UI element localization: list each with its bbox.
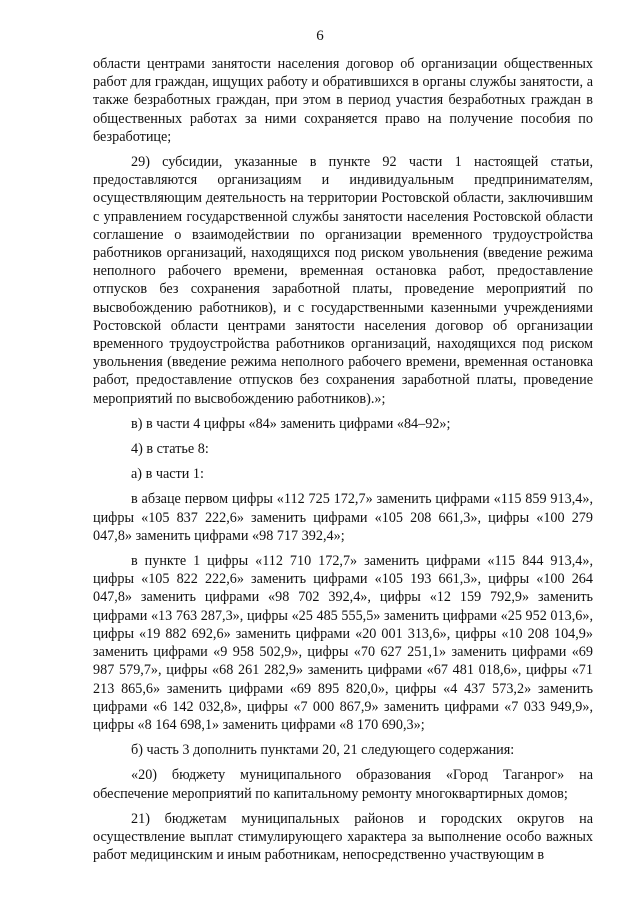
paragraph-first-indent: в абзаце первом цифры «112 725 172,7» заменить цифрами «115 859 913,4», цифры «105 837 222,6» заменить цифрами «105 208 661,3», цифры «100 279 047,8» заменить цифрами «98 717 392,4»; <box>93 491 593 544</box>
paragraph-article-8: 4) в статье 8: <box>131 441 209 458</box>
paragraph-item-20: «20) бюджету муниципального образования «Город Таганрог» на обеспечение мероприятий по капитальному ремонту многоквартирных домов; <box>93 767 593 802</box>
paragraph-item-1: в пункте 1 цифры «112 710 172,7» заменить цифрами «115 844 913,4», цифры «105 822 222,6» заменить цифрами «105 193 661,3», цифры «100 264 047,8» заменить цифрами «98 702 392,4», цифры «12 159 792,9» заменить цифрами «13 763 287,3», цифры «25 485 555,5» заменить цифрами «25 952 013,6», цифры «19 882 692,6» заменить цифрами «20 001 313,6», цифры «10 208 104,9» заменить цифрами «9 958 502,9», цифры «70 627 251,1» заменить цифрами «69 987 579,7», цифры «68 261 282,9» заменить цифрами «67 481 018,6», цифры «71 213 865,6» заменить цифрами «69 895 820,0», цифры «4 437 573,2» заменить цифрами «6 142 032,8», цифры «7 000 867,9» заменить цифрами «7 033 949,9», цифры «8 164 698,1» заменить цифрами «8 170 690,3»; <box>93 553 593 733</box>
document-body <box>93 55 593 871</box>
paragraph-part-1: а) в части 1: <box>131 466 204 483</box>
paragraph-continuation: области центрами занятости населения договор об организации общественных работ для граждан, ищущих работу и обратившихся в органы службы занятости, а также безработных граждан, при этом в период участия безработных граждан в общественных работах за ними сохраняется право на получение пособия по безработице; <box>93 56 593 145</box>
paragraph-item-29: 29) субсидии, указанные в пункте 92 части 1 настоящей статьи, предоставляются организациям и индивидуальным предпринимателям, осуществляющим деятельность на территории Ростовской области, заключившим с управлением государственной службы занятости населения Ростовской области соглашение о взаимодействии по организации временного трудоустройства работников организаций, находящихся под риском увольнения (введение режима неполного рабочего времени, временная остановка работ, предоставление отпусков без сохранения заработной платы, проведение мероприятий по высвобождению работников), и с государственными казенными учреждениями Ростовской области центрами занятости населения договор об организации временного трудоустройства работников организаций, находящихся под риском увольнения (введение режима неполного рабочего времени, временная остановка работ, предоставление отпусков без сохранения заработной платы, проведение мероприятий по высвобождению работников).»; <box>93 154 593 407</box>
paragraph-part-3: б) часть 3 дополнить пунктами 20, 21 следующего содержания: <box>131 742 515 759</box>
page-number: 6 <box>316 28 324 44</box>
paragraph-item-21: 21) бюджетам муниципальных районов и городских округов на осуществление выплат стимулирующего характера за выполнение особо важных работ медицинским и иным работникам, непосредственно участвующим в <box>93 810 593 864</box>
paragraph-part-4: в) в части 4 цифры «84» заменить цифрами «84–92»; <box>131 415 451 432</box>
